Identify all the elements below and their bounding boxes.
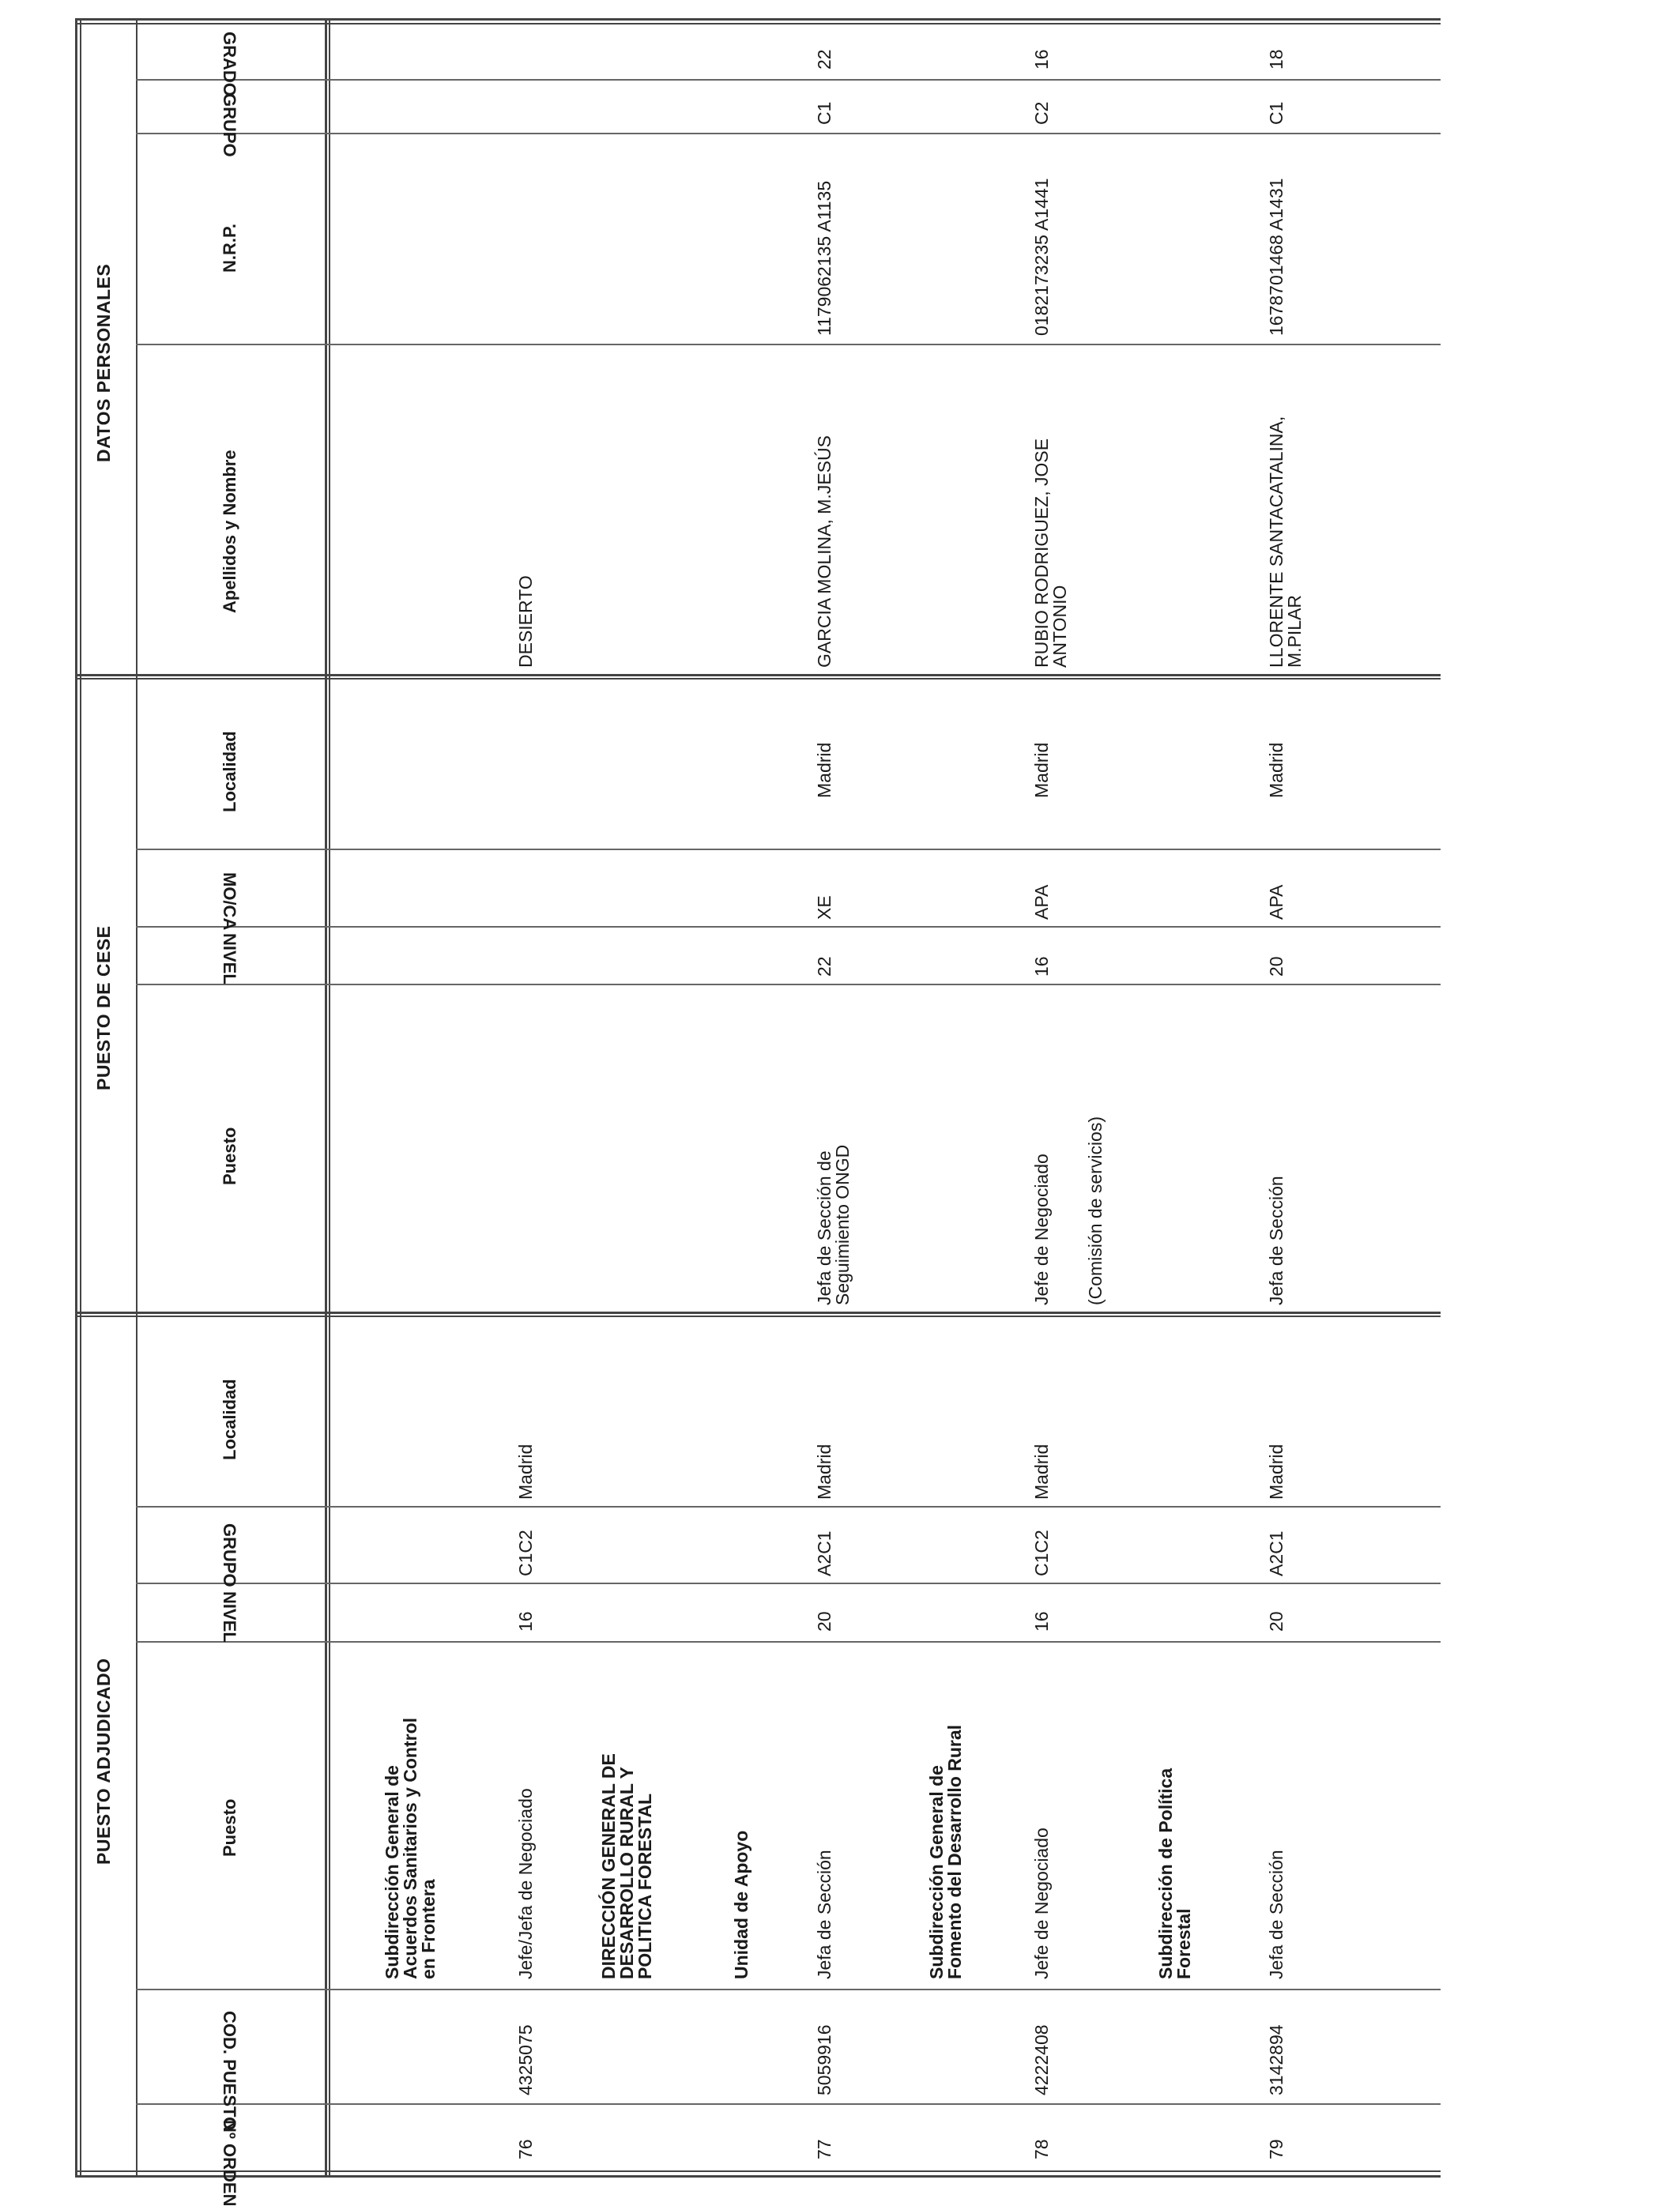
cell-orden: 76	[515, 2139, 536, 2159]
cell-nivel-adjudicado: 16	[515, 1611, 536, 1632]
column-header-nrp: N.R.P.	[220, 224, 239, 273]
column-header-grupo-adjudicado: GRUPO	[220, 1523, 239, 1587]
divider-nrp-apellidos	[136, 344, 1441, 345]
divider-nivel-puesto	[136, 1641, 1441, 1643]
cell-nivel-cese: 20	[1266, 956, 1286, 977]
section-divider-personales-cese	[75, 674, 1441, 676]
group-heading-line: Subdirección General de	[926, 1765, 947, 1979]
divider-nivel-puesto	[136, 984, 1441, 985]
group-heading-line: DIRECCIÓN GENERAL DE	[598, 1753, 619, 1979]
cell-puesto-adjudicado: Jefe de Negociado	[1031, 1828, 1052, 1979]
cell-cod-puesto: 4222408	[1031, 2024, 1052, 2095]
divider-cod-orden	[136, 2103, 1441, 2105]
cell-grupo-adjudicado: A2C1	[1266, 1530, 1286, 1576]
divider-grado-grupo	[136, 79, 1441, 81]
cell-orden: 78	[1031, 2139, 1052, 2159]
column-header-nivel-cese: NIVEL	[220, 933, 239, 984]
cell-orden: 79	[1266, 2139, 1286, 2159]
section-header-divider	[136, 18, 137, 2175]
table-border-top	[75, 18, 1441, 21]
section-divider-cese-adjudicado	[75, 1312, 1441, 1314]
cell-puesto-adjudicado: Jefa de Sección	[1266, 1850, 1286, 1979]
cell-nivel-adjudicado: 20	[814, 1611, 834, 1632]
cell-localidad-adjudicado: Madrid	[814, 1444, 834, 1500]
column-header-localidad-adjudicado: Localidad	[220, 1379, 239, 1460]
column-header-orden: Nº ORDEN	[220, 2120, 239, 2206]
column-header-puesto-cese: Puesto	[220, 1127, 239, 1185]
cell-nivel-cese: 16	[1031, 956, 1052, 977]
section-header-adjudicado: PUESTO ADJUDICADO	[93, 1658, 114, 1865]
divider-localidad-moca	[136, 849, 1441, 850]
divider-grupo-nivel	[136, 1583, 1441, 1584]
group-heading-line: Fomento del Desarrollo Rural	[944, 1724, 965, 1979]
column-header-moca-cese: MO/CA	[220, 872, 239, 931]
divider-localidad-grupo	[136, 1506, 1441, 1508]
group-heading-line: Acuerdos Sanitarios y Control	[400, 1717, 420, 1979]
cell-nrp: 1678701468 A1431	[1266, 178, 1286, 336]
column-header-apellidos: Apellidos y Nombre	[220, 450, 239, 613]
cell-puesto-cese: (Comisión de servicios)	[1085, 1116, 1106, 1305]
cell-grupo-adjudicado: C1C2	[515, 1530, 536, 1576]
group-heading-line: DESARROLLO RURAL Y	[616, 1767, 637, 1979]
cell-grupo-personales: C1	[1266, 101, 1286, 125]
cell-nivel-adjudicado: 20	[1266, 1611, 1286, 1632]
cell-puesto-cese: Jefa de Sección de	[814, 1150, 834, 1305]
table-border-bottom	[75, 2175, 1441, 2178]
cell-moca-cese: XE	[814, 895, 834, 920]
cell-localidad-adjudicado: Madrid	[1266, 1444, 1286, 1500]
table-border-top-inner	[75, 23, 1441, 24]
cell-orden: 77	[814, 2139, 834, 2159]
group-heading-line: en Frontera	[418, 1879, 439, 1979]
cell-localidad-adjudicado: Madrid	[1031, 1444, 1052, 1500]
cell-nrp: 0182173235 A1441	[1031, 178, 1052, 336]
header-body-divider	[325, 18, 327, 2175]
cell-apellidos-nombre: DESIERTO	[515, 575, 536, 668]
column-header-grupo-personales: GRUPO	[220, 93, 239, 157]
cell-moca-cese: APA	[1031, 884, 1052, 920]
cell-cod-puesto: 5059916	[814, 2024, 834, 2095]
cell-puesto-cese: Jefe de Negociado	[1031, 1154, 1052, 1305]
cell-grupo-adjudicado: C1C2	[1031, 1530, 1052, 1576]
cell-grado: 22	[814, 49, 834, 70]
cell-apellidos-nombre: RUBIO RODRIGUEZ, JOSE	[1031, 438, 1052, 668]
divider-puesto-cod	[136, 1989, 1441, 1990]
group-heading-line: Forestal	[1173, 1908, 1194, 1979]
table-border-left	[75, 18, 77, 2175]
cell-puesto-cese: Jefa de Sección	[1266, 1176, 1286, 1305]
cell-apellidos-nombre: ANTONIO	[1049, 585, 1070, 668]
cell-cod-puesto: 3142894	[1266, 2024, 1286, 2095]
cell-moca-cese: APA	[1266, 884, 1286, 920]
cell-apellidos-nombre: GARCIA MOLINA, M.JESÚS	[814, 435, 834, 668]
cell-grupo-personales: C2	[1031, 101, 1052, 125]
header-body-divider-inner	[329, 18, 330, 2175]
cell-grado: 18	[1266, 49, 1286, 70]
section-header-personales: DATOS PERSONALES	[93, 263, 114, 462]
table-border-left-inner	[80, 18, 81, 2175]
cell-puesto-adjudicado: Jefe/Jefa de Negociado	[515, 1788, 536, 1979]
cell-localidad-cese: Madrid	[1031, 742, 1052, 798]
cell-puesto-cese: Seguimiento ONGD	[832, 1144, 853, 1305]
cell-grado: 16	[1031, 49, 1052, 70]
divider-grupo-nrp	[136, 133, 1441, 134]
section-divider-personales-cese-inner	[75, 678, 1441, 679]
cell-grupo-personales: C1	[814, 101, 834, 125]
cell-apellidos-nombre: M.PILAR	[1284, 594, 1305, 668]
cell-localidad-cese: Madrid	[1266, 742, 1286, 798]
cell-nrp: 1179062135 A1135	[814, 180, 834, 336]
cell-apellidos-nombre: LLORENTE SANTACATALINA,	[1266, 416, 1286, 668]
section-header-cese: PUESTO DE CESE	[93, 925, 114, 1090]
cell-cod-puesto: 4325075	[515, 2024, 536, 2095]
group-heading-line: Subdirección de Política	[1155, 1767, 1176, 1979]
cell-grupo-adjudicado: A2C1	[814, 1530, 834, 1576]
cell-puesto-adjudicado: Jefa de Sección	[814, 1850, 834, 1979]
cell-localidad-adjudicado: Madrid	[515, 1444, 536, 1500]
column-header-cod-puesto: COD. PUESTO	[220, 2011, 239, 2131]
cell-localidad-cese: Madrid	[814, 742, 834, 798]
column-header-localidad-cese: Localidad	[220, 731, 239, 812]
table-border-bottom-inner	[75, 2170, 1441, 2172]
group-heading-line: Subdirección General de	[382, 1765, 402, 1979]
column-header-puesto-adjudicado: Puesto	[220, 1798, 239, 1857]
section-divider-cese-adjudicado-inner	[75, 1316, 1441, 1317]
divider-moca-nivel	[136, 926, 1441, 928]
column-header-grado: GRADO	[220, 32, 239, 96]
cell-nivel-cese: 22	[814, 956, 834, 977]
group-heading-line: Unidad de Apoyo	[731, 1830, 751, 1979]
column-header-nivel-adjudicado: NIVEL	[220, 1591, 239, 1643]
group-heading-line: POLITICA FORESTAL	[635, 1793, 655, 1979]
cell-nivel-adjudicado: 16	[1031, 1611, 1052, 1632]
